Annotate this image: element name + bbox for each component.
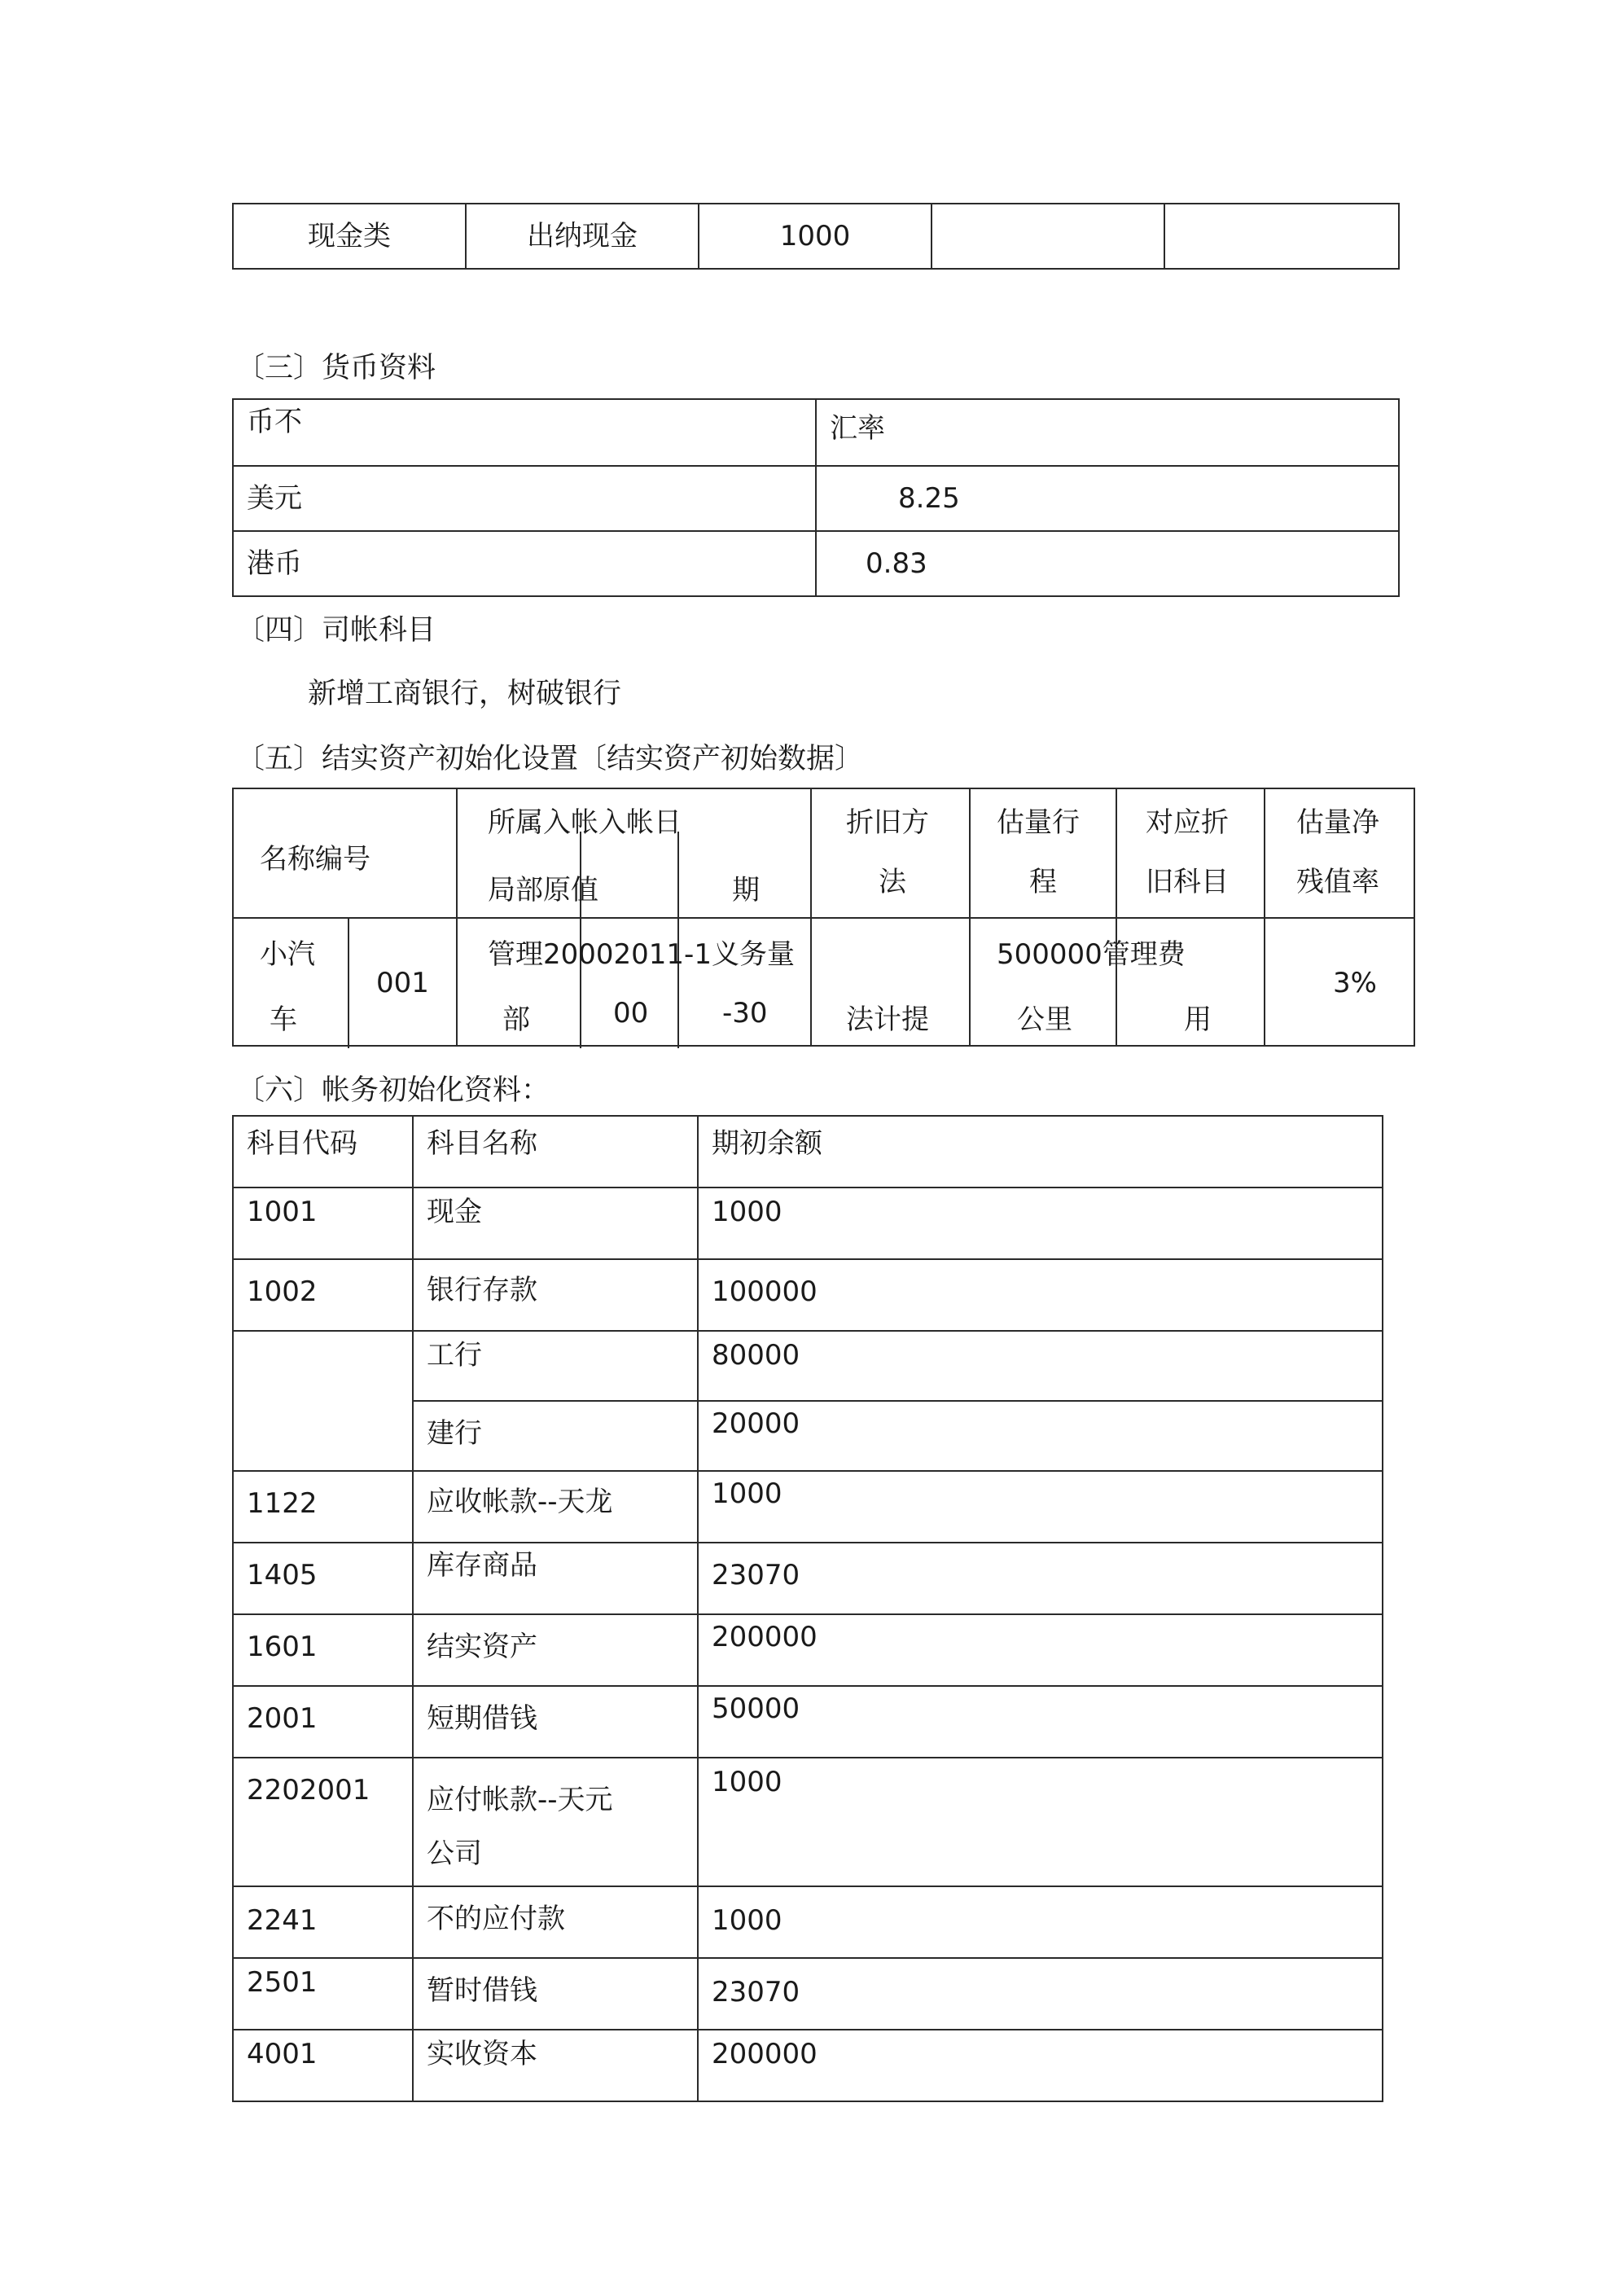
account-name-cell: 工行 bbox=[413, 1331, 698, 1401]
currency-cell: 港币 bbox=[233, 531, 816, 596]
account-name-line2: 公司 bbox=[427, 1837, 482, 1871]
col-line bbox=[348, 917, 349, 1048]
rate-cell: 0.83 bbox=[816, 531, 1399, 596]
account-amount-cell: 1000 bbox=[698, 1188, 1383, 1259]
account-code-cell: 2001 bbox=[233, 1686, 413, 1758]
col-line bbox=[456, 789, 458, 1045]
account-amount-cell: 80000 bbox=[698, 1331, 1383, 1401]
asset-dept: 部 bbox=[502, 1003, 530, 1036]
account-amount-cell: 23070 bbox=[698, 1958, 1383, 2030]
asset-account: 用 bbox=[1184, 1003, 1212, 1036]
col-line bbox=[810, 789, 812, 1045]
account-code-cell: 1001 bbox=[233, 1188, 413, 1259]
section3-heading: 〔三〕货币资料 bbox=[236, 352, 436, 384]
header-residual-1: 估量净 bbox=[1296, 806, 1379, 839]
asset-name-2: 车 bbox=[270, 1003, 297, 1036]
header-depr-method-2: 法 bbox=[879, 866, 906, 898]
header-depr-method-1: 折旧方 bbox=[846, 806, 929, 839]
header-opening-balance: 期初余额 bbox=[698, 1116, 1383, 1188]
section5-heading: 〔五〕结实资产初始化设置〔结实资产初始数据〕 bbox=[236, 743, 864, 775]
account-amount-cell: 100000 bbox=[698, 1259, 1383, 1331]
account-name-cell: 结实资产 bbox=[413, 1614, 698, 1686]
row-divider bbox=[234, 917, 1414, 919]
col-line bbox=[1264, 789, 1265, 1045]
account-balance-table bbox=[232, 1115, 1383, 2102]
account-code-cell: 2241 bbox=[233, 1886, 413, 1958]
cash-empty-cell bbox=[932, 204, 1164, 269]
account-code-cell: 1122 bbox=[233, 1471, 413, 1543]
cash-category-cell: 现金类 bbox=[233, 204, 466, 269]
account-name-cell: 现金 bbox=[413, 1188, 698, 1259]
account-amount-cell: 200000 bbox=[698, 2030, 1383, 2101]
header-depr-account-1: 对应折 bbox=[1146, 806, 1229, 839]
fixed-asset-table bbox=[232, 788, 1415, 1047]
account-code-cell: 1601 bbox=[233, 1614, 413, 1686]
account-amount-cell: 1000 bbox=[698, 1758, 1383, 1886]
account-amount-cell: 200000 bbox=[698, 1614, 1383, 1686]
asset-date-end: -30 bbox=[722, 997, 768, 1029]
account-code-cell: 2501 bbox=[233, 1958, 413, 2030]
account-amount-cell: 23070 bbox=[698, 1543, 1383, 1614]
section4-text: 新增工商银行，树破银行 bbox=[308, 678, 622, 710]
header-residual-2: 残值率 bbox=[1296, 866, 1379, 898]
asset-dist-top: 500000管理费 bbox=[997, 938, 1186, 971]
cash-item-cell: 出纳现金 bbox=[466, 204, 699, 269]
account-name-cell: 实收资本 bbox=[413, 2030, 698, 2101]
account-amount-cell: 1000 bbox=[698, 1471, 1383, 1543]
account-amount-cell: 20000 bbox=[698, 1401, 1383, 1471]
account-name-line1: 应付帐款--天元 bbox=[427, 1784, 613, 1816]
header-dept-value: 局部原值 bbox=[488, 874, 598, 907]
account-name-cell: 短期借钱 bbox=[413, 1686, 698, 1758]
asset-name-1: 小汽 bbox=[260, 938, 315, 971]
currency-header: 币不 bbox=[233, 399, 816, 466]
account-name-cell: 银行存款 bbox=[413, 1259, 698, 1331]
currency-cell: 美元 bbox=[233, 466, 816, 531]
asset-code: 001 bbox=[376, 967, 429, 999]
section4-heading: 〔四〕司帐科目 bbox=[236, 614, 436, 647]
account-amount-cell: 1000 bbox=[698, 1886, 1383, 1958]
cash-table bbox=[232, 203, 1400, 270]
merged-code-cell bbox=[233, 1331, 413, 1471]
section6-heading: 〔六〕帐务初始化资料： bbox=[236, 1074, 550, 1107]
asset-method: 法计提 bbox=[846, 1003, 929, 1036]
header-period: 期 bbox=[732, 874, 760, 907]
account-code-cell: 1002 bbox=[233, 1259, 413, 1331]
col-line bbox=[969, 789, 971, 1045]
account-code-cell: 1405 bbox=[233, 1543, 413, 1614]
account-name-cell: 不的应付款 bbox=[413, 1886, 698, 1958]
header-depr-account-2: 旧科目 bbox=[1146, 866, 1229, 898]
account-name-cell: 暂时借钱 bbox=[413, 1958, 698, 2030]
asset-top-line: 管理20002011-1义务量 bbox=[488, 938, 795, 971]
header-account-name: 科目名称 bbox=[413, 1116, 698, 1188]
account-code-cell: 2202001 bbox=[233, 1758, 413, 1886]
header-dept-entry: 所属入帐入帐日 bbox=[488, 806, 682, 839]
account-name-cell: 建行 bbox=[413, 1401, 698, 1471]
header-account-code: 科目代码 bbox=[233, 1116, 413, 1188]
cash-empty-cell bbox=[1164, 204, 1399, 269]
account-amount-cell: 50000 bbox=[698, 1686, 1383, 1758]
asset-residual-rate: 3% bbox=[1333, 967, 1377, 999]
header-est-dist-2: 程 bbox=[1029, 866, 1057, 898]
asset-value-end: 00 bbox=[613, 997, 649, 1029]
account-name-cell bbox=[413, 1758, 698, 1886]
currency-table bbox=[232, 398, 1400, 597]
header-est-dist-1: 估量行 bbox=[997, 806, 1080, 839]
account-name-cell: 库存商品 bbox=[413, 1543, 698, 1614]
asset-dist-unit: 公里 bbox=[1017, 1003, 1072, 1036]
rate-cell: 8.25 bbox=[816, 466, 1399, 531]
cash-amount-cell: 1000 bbox=[699, 204, 932, 269]
account-name-cell: 应收帐款--天龙 bbox=[413, 1471, 698, 1543]
account-code-cell: 4001 bbox=[233, 2030, 413, 2101]
header-name-code: 名称编号 bbox=[260, 843, 370, 876]
rate-header: 汇率 bbox=[816, 399, 1399, 466]
col-line bbox=[1116, 789, 1117, 1045]
